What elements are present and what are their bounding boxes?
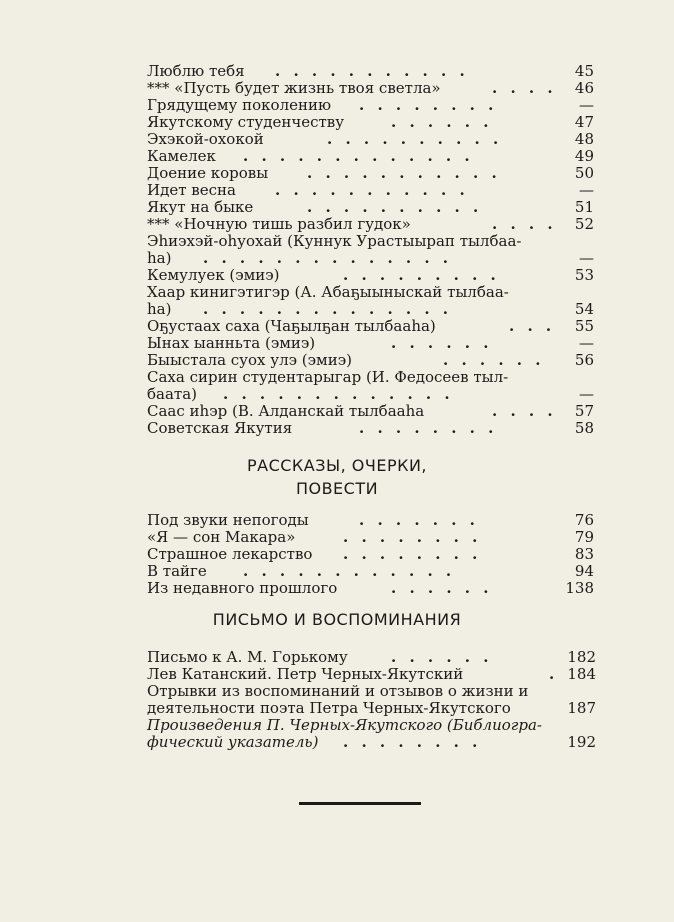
leader-dots: . . . (509, 317, 556, 335)
page-number: 58 (574, 419, 594, 437)
page-number: 79 (574, 528, 594, 546)
entry-title: Эхэкой-охокой (147, 130, 264, 148)
entry-title: Письмо к А. М. Горькому (147, 648, 348, 666)
section-heading (0, 456, 674, 498)
entry-title: Камелек (147, 147, 216, 165)
entry-title-continued: фический указатель) (147, 733, 319, 751)
entry-title-continued: баата) (147, 385, 198, 403)
entry-title: Люблю тебя (147, 62, 245, 80)
entry-title: Хаар кинигэтигэр (А. Абаҕыыныскай тылбаа- (147, 283, 509, 301)
letters-list (147, 649, 594, 751)
toc-entry (147, 546, 594, 563)
page-number: — (579, 334, 594, 352)
entry-title: Якут на быке (147, 198, 254, 216)
leader-dots: . . . . . . . . . . . . . (223, 385, 454, 403)
leader-dots: . . . . . . . . . . . . . . (203, 249, 452, 267)
entry-title: Саас иһэр (В. Алданскай тылбааһа (147, 402, 425, 420)
prose-list (147, 512, 594, 597)
leader-dots: . . . . . . . . (343, 528, 482, 546)
entry-title: Под звуки непогоды (147, 511, 309, 529)
toc-entry (147, 734, 594, 751)
page-number: 50 (574, 164, 594, 182)
entry-title: В тайге (147, 562, 207, 580)
entry-title: Лев Катанский. Петр Черных-Якутский (147, 665, 464, 683)
section-heading (0, 610, 674, 629)
page-number: 83 (574, 545, 594, 563)
section-heading-line: ПОВЕСТИ (295, 479, 379, 498)
page-number: — (579, 181, 594, 199)
toc-entry (147, 580, 594, 597)
page-number: 45 (574, 62, 594, 80)
entry-title-continued: һа) (147, 300, 172, 318)
toc-entry (147, 131, 594, 148)
page-number: 51 (574, 198, 594, 216)
leader-dots: . . . . . . (443, 351, 545, 369)
entry-title: *** «Ночную тишь разбил гудок» (147, 215, 411, 233)
page-number: 76 (574, 511, 594, 529)
toc-entry (147, 80, 594, 97)
leader-dots: . . . . . . . . (343, 545, 482, 563)
entry-title: Быыстала суох улэ (эмиэ) (147, 351, 352, 369)
leader-dots: . . . . . . . . . . . . . (243, 147, 474, 165)
entry-title-continued: деятельности поэта Петра Черных-Якутского (147, 699, 511, 717)
page-number: 48 (574, 130, 594, 148)
toc-entry-line (147, 369, 594, 386)
toc-entry (147, 114, 594, 131)
poems-list (147, 63, 594, 437)
page-number: 187 (567, 699, 596, 717)
page-number: 46 (574, 79, 594, 97)
entry-title: «Я — сон Макара» (147, 528, 296, 546)
leader-dots: . . . . . . . . . . . . . . (203, 300, 452, 318)
toc-entry (147, 97, 594, 114)
toc-entry (147, 335, 594, 352)
toc-entry-line (147, 683, 594, 700)
toc-entry (147, 666, 594, 683)
page-number: 54 (574, 300, 594, 318)
toc-entry (147, 301, 594, 318)
page-number: — (579, 96, 594, 114)
page-number: 53 (574, 266, 594, 284)
entry-title-continued: һа) (147, 249, 172, 267)
toc-entry-line (147, 233, 594, 250)
leader-dots: . . . . . . . . . . (307, 198, 483, 216)
entry-title: Из недавного прошлого (147, 579, 338, 597)
entry-title: Произведения П. Черных-Якутского (Библиогра- (147, 716, 542, 734)
entry-title: Саха сирин студентарыгар (И. Федосеев тыл- (147, 368, 509, 386)
entry-title: Ынах ыанньта (эмиэ) (147, 334, 316, 352)
page-number: 55 (574, 317, 594, 335)
page-number: 138 (565, 579, 594, 597)
toc-entry (147, 267, 594, 284)
entry-title: Доение коровы (147, 164, 269, 182)
page-number: 57 (574, 402, 594, 420)
section-heading-line: ПИСЬМО И ВОСПОМИНАНИЯ (212, 610, 462, 629)
leader-dots: . . . . . . . . . (343, 266, 500, 284)
page-number: 182 (567, 648, 596, 666)
leader-dots: . . . . . . . . . . . (307, 164, 501, 182)
leader-dots: . . . . (492, 79, 557, 97)
page-number: 52 (574, 215, 594, 233)
page-number: 184 (567, 665, 596, 683)
leader-dots: . (549, 665, 559, 683)
toc-entry (147, 420, 594, 437)
entry-title: Отрывки из воспоминаний и отзывов о жизни и (147, 682, 529, 700)
leader-dots: . . . . . . . . (343, 733, 482, 751)
page-number: — (579, 385, 594, 403)
page-number: — (579, 249, 594, 267)
toc-entry (147, 512, 594, 529)
leader-dots: . . . . . . . . . . . (275, 181, 469, 199)
entry-title: Идет весна (147, 181, 236, 199)
section-heading-line: РАССКАЗЫ, ОЧЕРКИ, (246, 456, 428, 475)
leader-dots: . . . . (492, 215, 557, 233)
toc-entry (147, 199, 594, 216)
toc-entry (147, 649, 594, 666)
toc-entry (147, 352, 594, 369)
entry-title: Страшное лекарство (147, 545, 313, 563)
toc-entry (147, 216, 594, 233)
page-number: 56 (574, 351, 594, 369)
entry-title: Советская Якутия (147, 419, 293, 437)
toc-entry (147, 165, 594, 182)
leader-dots: . . . . . . (391, 334, 493, 352)
toc-entry (147, 700, 594, 717)
leader-dots: . . . . . . (391, 648, 493, 666)
entry-title: *** «Пусть будет жизнь твоя светла» (147, 79, 441, 97)
page-number: 192 (567, 733, 596, 751)
leader-dots: . . . . . . (391, 113, 493, 131)
leader-dots: . . . . . . . . . . (327, 130, 503, 148)
leader-dots: . . . . (492, 402, 557, 420)
toc-entry-line (147, 717, 594, 734)
leader-dots: . . . . . . (391, 579, 493, 597)
toc-entry (147, 250, 594, 267)
toc-entry (147, 63, 594, 80)
toc-entry-line (147, 284, 594, 301)
entry-title: Грядущему поколению (147, 96, 332, 114)
page-number: 94 (574, 562, 594, 580)
leader-dots: . . . . . . . (359, 511, 479, 529)
page-number: 47 (574, 113, 594, 131)
entry-title: Якутскому студенчеству (147, 113, 345, 131)
toc-entry (147, 529, 594, 546)
leader-dots: . . . . . . . . . . . . (243, 562, 456, 580)
entry-title: Кемулуек (эмиэ) (147, 266, 280, 284)
toc-entry (147, 318, 594, 335)
leader-dots: . . . . . . . . (359, 96, 498, 114)
toc-entry (147, 403, 594, 420)
page-number: 49 (574, 147, 594, 165)
leader-dots: . . . . . . . . (359, 419, 498, 437)
toc-entry (147, 148, 594, 165)
entry-title: Оҕустаах саха (Чаҕылҕан тылбааһа) (147, 317, 436, 335)
leader-dots: . . . . . . . . . . . (275, 62, 469, 80)
closing-rule (299, 802, 421, 805)
entry-title: Эһиэхэй-оһуохай (Куннук Урастыырап тылбаа- (147, 232, 522, 250)
toc-entry (147, 386, 594, 403)
toc-entry (147, 182, 594, 199)
toc-entry (147, 563, 594, 580)
